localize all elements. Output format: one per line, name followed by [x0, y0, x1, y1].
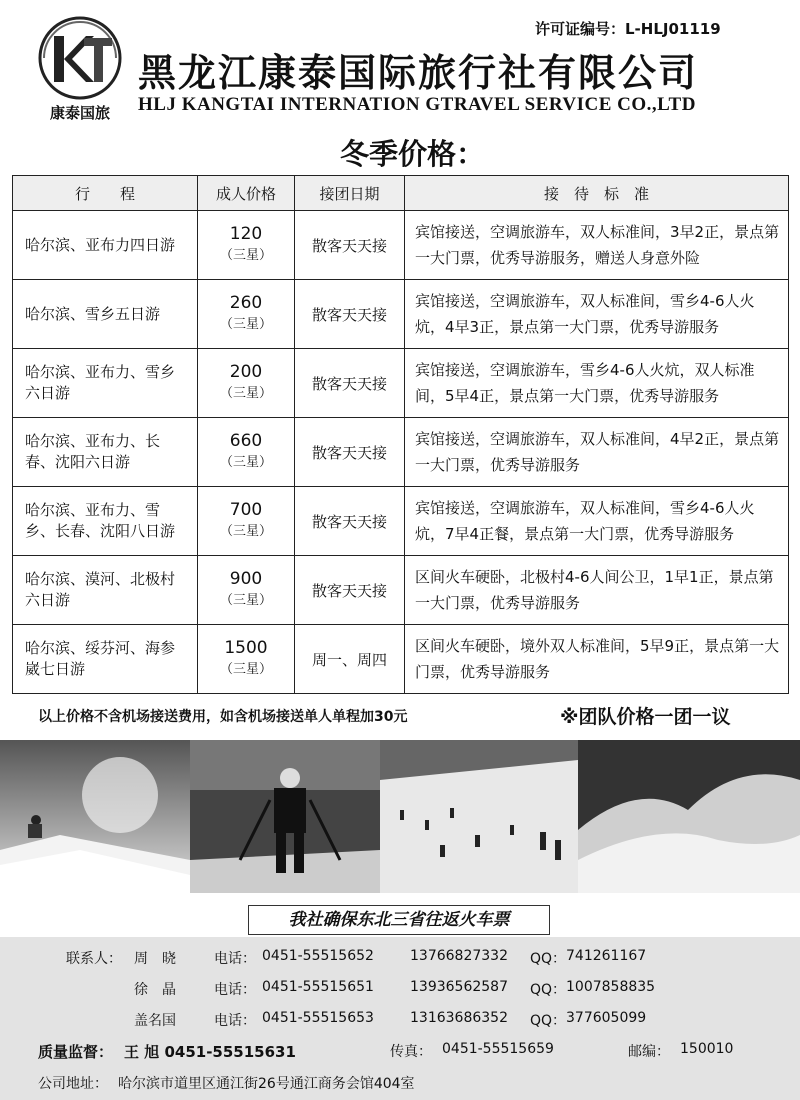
ski-photo-4: [578, 740, 800, 893]
price-cell: [198, 487, 295, 556]
contact-tel: 0451-55515652: [262, 948, 374, 964]
date-cell: 散客天天接: [295, 556, 405, 625]
fax-label: 传真：: [390, 1044, 432, 1060]
contact-qq: 377605099: [566, 1010, 647, 1026]
contact-name: 周 晓: [134, 951, 176, 967]
price-cell: [198, 211, 295, 280]
star-rating: （三星）: [219, 248, 272, 263]
contact-qq-label: QQ：: [530, 1013, 567, 1029]
standard-cell: 区间火车硬卧，北极村4-6人间公卫，1早1正，景点第一大门票，优秀导游服务: [405, 556, 789, 625]
standard-cell: 宾馆接送，空调旅游车，双人标准间，4早2正，景点第一大门票，优秀导游服务: [405, 418, 789, 487]
contact-qq-label: QQ：: [530, 982, 567, 998]
price-cell: [198, 280, 295, 349]
contact-name: 盖名国: [134, 1013, 176, 1029]
star-rating: （三星）: [219, 455, 272, 470]
date-cell: 散客天天接: [295, 280, 405, 349]
standard-cell: 宾馆接送，空调旅游车，雪乡4-6人火炕，双人标准间，5早4正，景点第一大门票，优秀导游服务: [405, 349, 789, 418]
contact-qq: 1007858835: [566, 979, 656, 995]
contact-name: 徐 晶: [134, 982, 176, 998]
contact-mobile: 13936562587: [410, 979, 508, 995]
price-value: 700: [229, 500, 263, 520]
winter-price-heading: 冬季价格：: [340, 137, 486, 171]
route-cell: 哈尔滨、漠河、北极村六日游: [13, 556, 198, 625]
contact-qq-label: QQ：: [530, 951, 567, 967]
standard-cell: 宾馆接送，空调旅游车，双人标准间，3早2正，景点第一大门票，优秀导游服务，赠送人身意外险: [405, 211, 789, 280]
route-cell: 哈尔滨、亚布力、长春、沈阳六日游: [13, 418, 198, 487]
col-header-standard: 接 待 标 准: [405, 176, 789, 211]
date-cell: 散客天天接: [295, 349, 405, 418]
route-cell: 哈尔滨、亚布力、雪乡六日游: [13, 349, 198, 418]
airport-fee-note: 以上价格不含机场接送费用，如含机场接送单人单程加30元: [38, 709, 408, 725]
contact-mobile: 13163686352: [410, 1010, 508, 1026]
star-rating: （三星）: [219, 524, 272, 539]
supervision-label: 质量监督：: [38, 1043, 114, 1061]
table-row: [13, 625, 789, 694]
route-cell: 哈尔滨、绥芬河、海参崴七日游: [13, 625, 198, 694]
date-cell: 散客天天接: [295, 211, 405, 280]
date-cell: 散客天天接: [295, 418, 405, 487]
price-value: 900: [229, 569, 263, 589]
price-cell: [198, 556, 295, 625]
price-value: 1500: [224, 638, 268, 658]
contact-tel: 0451-55515651: [262, 979, 374, 995]
ski-photo-strip: [0, 740, 800, 893]
table-row: [13, 211, 789, 280]
ski-photo-2: [190, 740, 380, 893]
table-row: [13, 487, 789, 556]
team-price-note: ※团队价格一团一议: [560, 706, 731, 728]
star-rating: （三星）: [219, 593, 272, 608]
price-cell: [198, 349, 295, 418]
company-logo: [36, 14, 124, 124]
date-cell: 周一、周四: [295, 625, 405, 694]
contact-qq: 741261167: [566, 948, 647, 964]
contact-mobile: 13766827332: [410, 948, 508, 964]
company-name-en: HLJ KANGTAI INTERNATION GTRAVEL SERVICE CO.,LTD: [138, 94, 696, 115]
logo-caption: 康泰国旅: [49, 104, 110, 122]
table-row: [13, 349, 789, 418]
star-rating: （三星）: [219, 662, 272, 677]
price-value: 120: [229, 224, 263, 244]
supervision-contact: 王 旭 0451-55515631: [124, 1043, 296, 1061]
col-header-date: 接团日期: [295, 176, 405, 211]
standard-cell: 宾馆接送，空调旅游车，双人标准间，雪乡4-6人火炕，4早3正，景点第一大门票，优秀导游服务: [405, 280, 789, 349]
zip-label: 邮编：: [628, 1044, 670, 1060]
table-row: [13, 280, 789, 349]
price-table: [12, 175, 789, 694]
train-ticket-banner: 我社确保东北三省往返火车票: [248, 905, 550, 935]
contact-tel-label: 电话：: [214, 951, 256, 967]
route-cell: 哈尔滨、雪乡五日游: [13, 280, 198, 349]
contact-label: 联系人：: [66, 951, 122, 967]
ski-photo-1: [0, 740, 190, 893]
contact-tel: 0451-55515653: [262, 1010, 374, 1026]
fax-number: 0451-55515659: [442, 1041, 554, 1057]
price-value: 660: [229, 431, 263, 451]
price-cell: [198, 418, 295, 487]
zip-code: 150010: [680, 1041, 734, 1057]
table-row: [13, 418, 789, 487]
date-cell: 散客天天接: [295, 487, 405, 556]
ski-photo-3: [380, 740, 578, 893]
contact-tel-label: 电话：: [214, 1013, 256, 1029]
address-label: 公司地址：: [38, 1076, 108, 1092]
col-header-route: 行 程: [13, 176, 198, 211]
price-cell: [198, 625, 295, 694]
company-address: 哈尔滨市道里区通江街26号通江商务会馆404室: [118, 1076, 415, 1092]
contact-tel-label: 电话：: [214, 982, 256, 998]
star-rating: （三星）: [219, 386, 272, 401]
standard-cell: 宾馆接送，空调旅游车，双人标准间，雪乡4-6人火炕，7早4正餐，景点第一大门票，优秀导游服务: [405, 487, 789, 556]
star-rating: （三星）: [219, 317, 272, 332]
table-row: [13, 556, 789, 625]
table-header-row: [13, 176, 789, 211]
route-cell: 哈尔滨、亚布力、雪乡、长春、沈阳八日游: [13, 487, 198, 556]
company-name-cn: 黑龙江康泰国际旅行社有限公司: [138, 50, 699, 95]
standard-cell: 区间火车硬卧，境外双人标准间，5早9正，景点第一大门票，优秀导游服务: [405, 625, 789, 694]
col-header-price: 成人价格: [198, 176, 295, 211]
route-cell: 哈尔滨、亚布力四日游: [13, 211, 198, 280]
price-value: 200: [229, 362, 263, 382]
license-number: 许可证编号：L-HLJ01119: [535, 20, 721, 38]
price-value: 260: [229, 293, 263, 313]
